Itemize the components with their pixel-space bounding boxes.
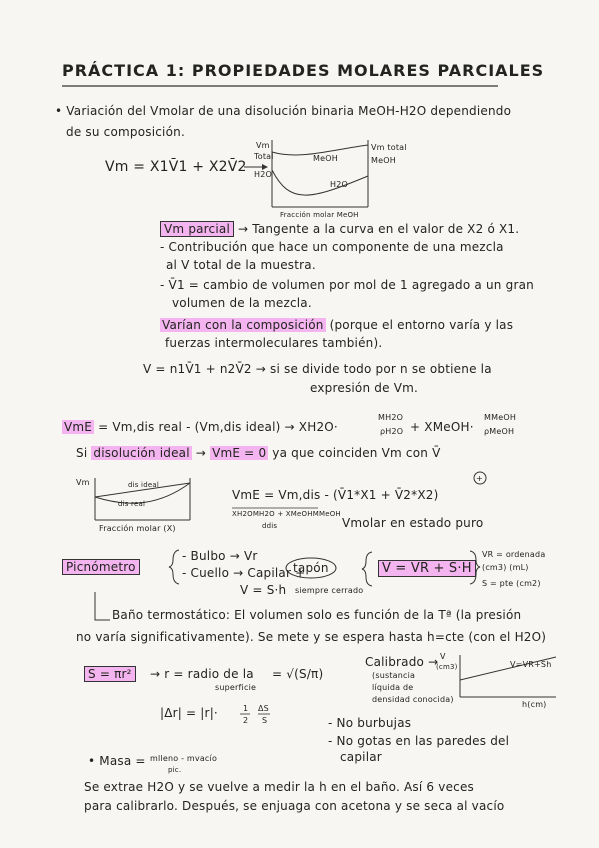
area-frac-num: 1: [243, 704, 249, 713]
parcial-l1: → Tangente a la curva en el valor de X2 ó X1.: [238, 222, 520, 236]
eq-vm: Vm = X1V̄1 + X2V̄2: [105, 159, 247, 175]
picno-cerrado: siempre cerrado: [295, 586, 364, 595]
area-frac2-num: ΔS: [258, 704, 269, 713]
picno-vr2: (cm3) (mL): [482, 563, 529, 572]
eq-vme-left: VmE = Vm,dis - (V̄1*X1 + V̄2*X2): [232, 488, 439, 502]
graph1-h2o-curve: [272, 170, 368, 195]
parcial-l7: fuerzas intermoleculares también).: [165, 336, 383, 350]
picno-s: S = pte (cm2): [482, 579, 541, 588]
g1-right-top: Vm total: [371, 143, 407, 152]
page-title: PRÁCTICA 1: PROPIEDADES MOLARES PARCIALES: [62, 61, 545, 80]
si-ideal-arrow: →: [195, 446, 207, 460]
parcial-label: Vm parcial: [160, 221, 234, 237]
final-l1: Se extrae H2O y se vuelve a medir la h en el baño. Así 6 veces: [84, 780, 474, 794]
exceso-plus: + XMeOH·: [410, 420, 474, 434]
area-delta: |Δr| = |r|·: [160, 706, 218, 720]
exceso-frac1-num: MH2O: [378, 413, 404, 422]
cal-sub1: (sustancia: [372, 671, 416, 680]
picno-vsh: V = S·h: [240, 583, 287, 597]
picno-label: Picnómetro: [62, 559, 140, 575]
cal-line-label: V=VR+Sh: [510, 660, 552, 669]
g1-ymid: Total: [254, 152, 274, 161]
nota-2: - No gotas en las paredes del: [328, 734, 510, 748]
si-ideal-prefix: Si: [76, 446, 88, 460]
picno-cuello: - Cuello → Capilar +: [182, 566, 306, 580]
masa-label: • Masa =: [88, 754, 146, 768]
g2-upper: dis ideal: [128, 481, 159, 489]
picno-row: [62, 560, 140, 574]
picno-formula-row: [378, 562, 476, 576]
p1-line2: de su composición.: [66, 125, 185, 139]
cal-sub2: líquida de: [372, 683, 414, 692]
bano-l1: Baño termostático: El volumen solo es función de la Tª (la presión: [112, 608, 522, 622]
parcial-l6: [160, 318, 513, 332]
eq-vme-circle: +: [476, 474, 483, 483]
masa-pic: pic.: [168, 766, 182, 774]
eq-v-text1: → si se divide todo por n se obtiene la: [255, 362, 492, 376]
si-ideal-hl: disolución ideal: [93, 446, 190, 460]
si-ideal-row: [76, 446, 441, 460]
g1-right-bot: MeOH: [371, 156, 396, 165]
eq-vme-molar: Vmolar en estado puro: [342, 516, 484, 530]
bano-l2: no varía significativamente). Se mete y se espera hasta h=cte (con el H2O): [76, 630, 547, 644]
eq-v-text2: expresión de Vm.: [310, 381, 419, 395]
g1-h2o: H2O: [330, 180, 349, 189]
formula-brace: [362, 552, 372, 586]
cal-sub3: densidad conocida): [372, 695, 454, 704]
exceso-row: [62, 420, 338, 434]
area-formula: S = πr²: [84, 666, 136, 682]
nota-1: - No burbujas: [328, 716, 412, 730]
picno-tapon: tapón: [293, 561, 329, 575]
picno-formula: V = VR + S·H: [378, 560, 476, 577]
parcial-l6-rest: (porque el entorno varía y las: [329, 318, 514, 332]
cal-haxis: h(cm): [522, 700, 547, 709]
area-frac2-den: S: [262, 716, 268, 725]
exceso-rest: = Vm,dis real - (Vm,dis ideal) → XH2O·: [98, 420, 338, 434]
exceso-frac1-den: ρH2O: [380, 427, 404, 436]
p1-line1: • Variación del Vmolar de una disolución binaria MeOH-H2O dependiendo: [55, 104, 512, 118]
cal-v: V: [440, 652, 446, 661]
eq-vme-under-den: ddis: [262, 522, 278, 530]
parcial-l5: volumen de la mezcla.: [172, 296, 312, 310]
exceso-frac2-den: ρMeOH: [484, 427, 515, 436]
exceso-vme: VmE: [64, 420, 93, 434]
parcial-l3: al V total de la muestra.: [166, 258, 316, 272]
g2-lower: dis real: [118, 500, 146, 508]
g1-ybot: H2O: [254, 170, 273, 179]
eq-v-formula: V = n1V̄1 + n2V̄2: [143, 362, 252, 376]
area-formula-row: [84, 667, 136, 681]
final-l2: para calibrarlo. Después, se enjuaga con acetona y se seca al vacío: [84, 799, 505, 813]
parcial-l2: - Contribución que hace un componente de una mezcla: [160, 240, 504, 254]
parcial-l4: - V̄1 = cambio de volumen por mol de 1 agregado a un gran: [160, 278, 534, 292]
picno-brace: [169, 550, 179, 584]
g1-ytop: Vm: [256, 141, 270, 150]
g1-xaxis: Fracción molar MeOH: [280, 211, 359, 219]
vme-zero: VmE = 0: [212, 446, 267, 460]
si-ideal-rest: ya que coinciden Vm con V̄: [272, 446, 441, 460]
nota-3: capilar: [340, 750, 382, 764]
parcial-l6-hl: Varían con la composición: [162, 318, 324, 332]
cal-cm3: (cm3): [436, 663, 458, 671]
area-frac-den: 2: [243, 716, 249, 725]
area-superficie: superficie: [215, 683, 257, 692]
area-sqrt: = √(S/π): [272, 667, 324, 681]
exceso-frac2-num: MMeOH: [484, 413, 517, 422]
g2-xaxis: Fracción molar (X): [99, 524, 176, 533]
eq-v-row: [143, 362, 492, 376]
picno-bulbo: - Bulbo → Vr: [182, 549, 258, 563]
g1-meoh: MeOH: [313, 154, 338, 163]
bano-arrow: [95, 592, 110, 620]
area-r: → r = radio de la: [150, 667, 254, 681]
eq-vme-under-num: XH2OMH2O + XMeOHMMeOH: [232, 510, 341, 518]
g2-ylabel: Vm: [76, 478, 90, 487]
masa-val: mlleno - mvacío: [150, 754, 218, 763]
picno-vr: VR = ordenada: [482, 550, 546, 559]
cal-label: Calibrado →: [365, 655, 439, 669]
parcial-row: [160, 222, 519, 236]
